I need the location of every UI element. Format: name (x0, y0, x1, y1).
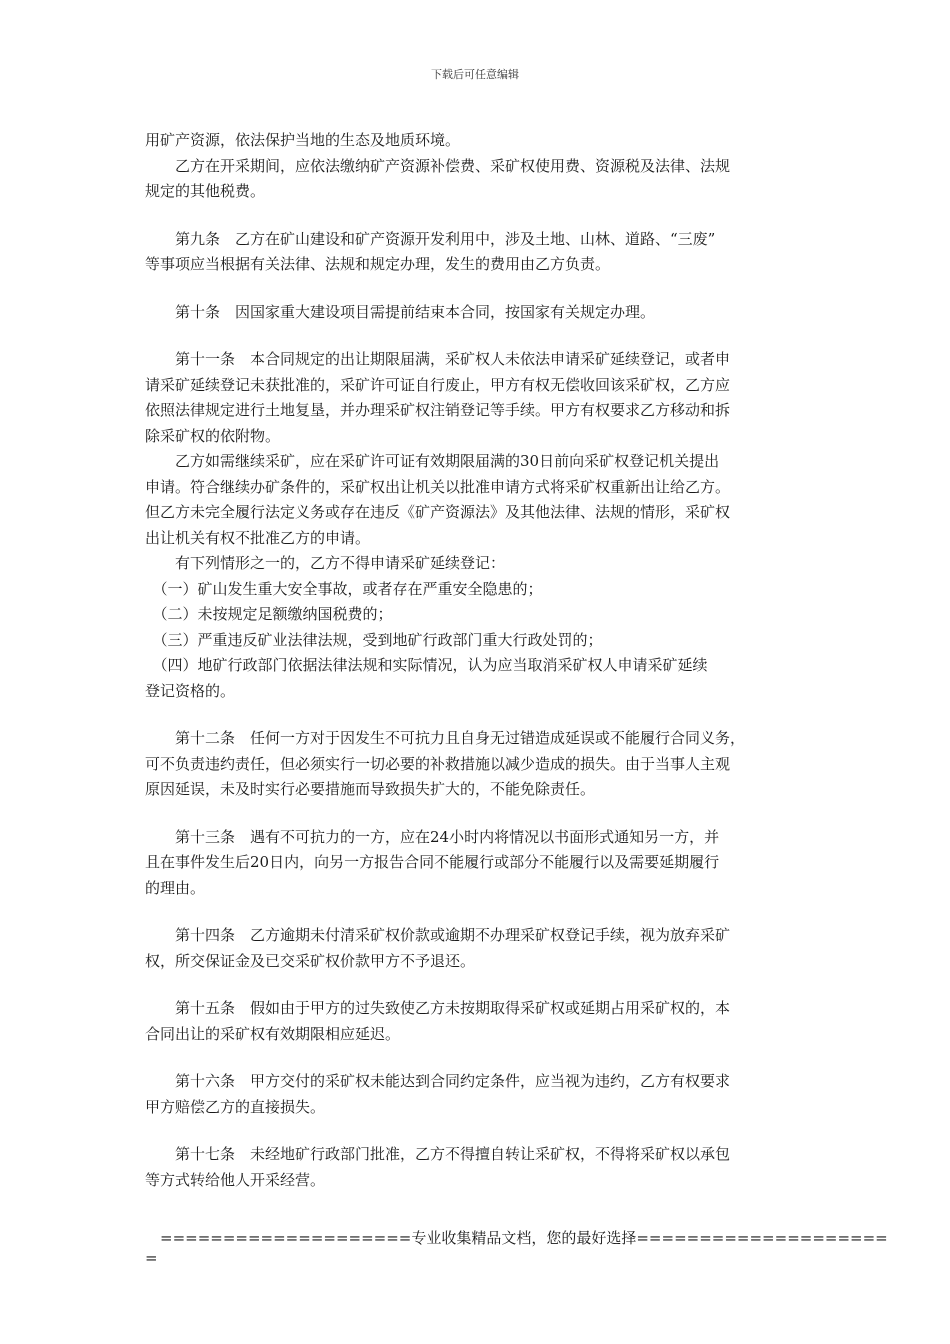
text-line: 第十三条 遇有不可抗力的一方，应在24小时内将情况以书面形式通知另一方，并 (145, 827, 720, 846)
paragraph-gap (145, 205, 805, 227)
text-line: （二）未按规定足额缴纳国税费的； (145, 605, 393, 623)
text-line: 登记资格的。 (145, 681, 236, 700)
paragraph-gap (145, 1120, 805, 1142)
text-line: 出让机关有权不批准乙方的申请。 (145, 528, 371, 547)
paragraph-gap (145, 974, 805, 996)
text-line: 申请。符合继续办矿条件的，采矿权出让机关以批准申请方式将采矿权重新出让给乙方。 (145, 477, 731, 496)
paragraph-gap (145, 325, 805, 347)
text-line: （一）矿山发生重大安全事故，或者存在严重安全隐患的； (145, 579, 543, 598)
footer-banner: ====================专业收集精品文档，您的最好选择==================== (160, 1229, 888, 1247)
paragraph-gap (145, 1047, 805, 1069)
page-header: 下载后可任意编辑 (431, 68, 519, 81)
paragraph-gap (145, 278, 805, 300)
text-line: 第十条 因国家重大建设项目需提前结束本合同，按国家有关规定办理。 (145, 302, 656, 321)
text-line: 原因延误，未及时实行必要措施而导致损失扩大的，不能免除责任。 (145, 780, 596, 798)
text-line: 第十四条 乙方逾期未付清采矿权价款或逾期不办理采矿权登记手续，视为放弃采矿 (145, 926, 731, 944)
text-line: 乙方在开采期间，应依法缴纳矿产资源补偿费、采矿权使用费、资源税及法律、法规 (145, 156, 731, 175)
text-line: 的理由。 (145, 878, 206, 897)
text-line: 第十二条 任何一方对于因发生不可抗力且自身无过错造成延误或不能履行合同义务， (145, 729, 746, 747)
text-line: 第十五条 假如由于甲方的过失致使乙方未按期取得采矿权或延期占用采矿权的，本 (145, 999, 731, 1017)
document-body (145, 128, 805, 1193)
text-line: 等方式转给他人开采经营。 (145, 1170, 326, 1189)
text-line: 但乙方未完全履行法定义务或存在违反《矿产资源法》及其他法律、法规的情形，采矿权 (145, 503, 731, 521)
paragraph-gap (145, 901, 805, 923)
footer-banner-continuation: = (145, 1249, 158, 1267)
text-line: 规定的其他税费。 (145, 182, 266, 200)
text-line: 第九条 乙方在矿山建设和矿产资源开发利用中，涉及土地、山林、道路、“三废” (145, 229, 716, 248)
text-line: 等事项应当根据有关法律、法规和规定办理，发生的费用由乙方负责。 (145, 255, 611, 273)
text-line: 乙方如需继续采矿，应在采矿许可证有效期限届满的30日前向采矿权登记机关提出 (145, 452, 720, 470)
page-footer (145, 1228, 888, 1268)
text-line: 有下列情形之一的，乙方不得申请采矿延续登记： (145, 554, 506, 572)
text-line: 权，所交保证金及已交采矿权价款甲方不予退还。 (145, 951, 476, 970)
text-line: 第十一条 本合同规定的出让期限届满，采矿权人未依法申请采矿延续登记，或者申 (145, 350, 731, 368)
text-line: 第十六条 甲方交付的采矿权未能达到合同约定条件，应当视为违约，乙方有权要求 (145, 1072, 731, 1090)
text-line: 用矿产资源，依法保护当地的生态及地质环境。 (145, 131, 461, 149)
text-line: 第十七条 未经地矿行政部门批准，乙方不得擅自转让采矿权，不得将采矿权以承包 (145, 1145, 731, 1163)
paragraph-gap (145, 704, 805, 726)
text-line: 且在事件发生后20日内，向另一方报告合同不能履行或部分不能履行以及需要延期履行 (145, 853, 720, 871)
text-line: （四）地矿行政部门依据法律法规和实际情况，认为应当取消采矿权人申请采矿延续 (145, 656, 708, 674)
text-line: 可不负责违约责任，但必须实行一切必要的补救措施以减少造成的损失。由于当事人主观 (145, 754, 731, 773)
paragraph-gap (145, 803, 805, 825)
text-line: 除采矿权的依附物。 (145, 426, 281, 445)
text-line: 合同出让的采矿权有效期限相应延迟。 (145, 1024, 401, 1043)
text-line: 依照法律规定进行土地复垦，并办理采矿权注销登记等手续。甲方有权要求乙方移动和拆 (145, 401, 731, 419)
text-line: 请采矿延续登记未获批准的，采矿许可证自行废止，甲方有权无偿收回该采矿权，乙方应 (145, 375, 731, 394)
text-line: 甲方赔偿乙方的直接损失。 (145, 1097, 326, 1116)
text-line: （三）严重违反矿业法律法规，受到地矿行政部门重大行政处罚的； (145, 630, 603, 649)
